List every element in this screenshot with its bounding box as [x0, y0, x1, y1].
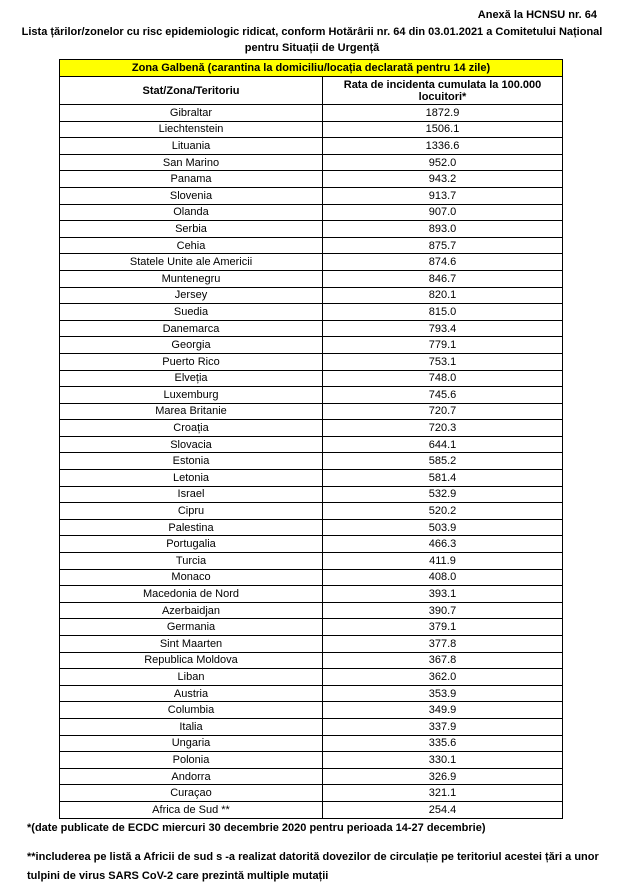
incidence-cell: 367.8 — [323, 652, 563, 669]
table-row — [60, 768, 563, 785]
table-row — [60, 503, 563, 520]
incidence-cell: 1872.9 — [323, 105, 563, 122]
incidence-cell: 952.0 — [323, 154, 563, 171]
country-cell: Cipru — [60, 503, 323, 520]
country-cell: Palestina — [60, 519, 323, 536]
country-cell: Elveția — [60, 370, 323, 387]
table-row — [60, 801, 563, 818]
table-row — [60, 569, 563, 586]
country-cell: Suedia — [60, 304, 323, 321]
country-cell: Danemarca — [60, 320, 323, 337]
country-cell: Estonia — [60, 453, 323, 470]
table-row — [60, 785, 563, 802]
table-row — [60, 519, 563, 536]
incidence-cell: 466.3 — [323, 536, 563, 553]
table-row — [60, 221, 563, 238]
incidence-cell: 875.7 — [323, 237, 563, 254]
table-row — [60, 685, 563, 702]
table-row — [60, 470, 563, 487]
country-column-header: Stat/Zona/Teritoriu — [60, 77, 323, 105]
incidence-cell: 337.9 — [323, 718, 563, 735]
country-cell: Gibraltar — [60, 105, 323, 122]
country-cell: Liechtenstein — [60, 121, 323, 138]
country-cell: Croația — [60, 420, 323, 437]
table-row — [60, 204, 563, 221]
incidence-cell: 815.0 — [323, 304, 563, 321]
country-cell: Azerbaidjan — [60, 602, 323, 619]
table-row — [60, 735, 563, 752]
incidence-cell: 1336.6 — [323, 138, 563, 155]
table-row — [60, 154, 563, 171]
table-row — [60, 403, 563, 420]
country-cell: Georgia — [60, 337, 323, 354]
table-row — [60, 652, 563, 669]
country-cell: Serbia — [60, 221, 323, 238]
table-row — [60, 304, 563, 321]
incidence-cell: 907.0 — [323, 204, 563, 221]
country-cell: Turcia — [60, 553, 323, 570]
table-row — [60, 270, 563, 287]
table-row — [60, 105, 563, 122]
table-row — [60, 254, 563, 271]
table-row — [60, 453, 563, 470]
table-row — [60, 237, 563, 254]
risk-countries-table — [59, 59, 563, 819]
country-cell: Ungaria — [60, 735, 323, 752]
incidence-cell: 753.1 — [323, 353, 563, 370]
incidence-cell: 330.1 — [323, 752, 563, 769]
country-cell: Marea Britanie — [60, 403, 323, 420]
country-cell: Israel — [60, 486, 323, 503]
incidence-cell: 393.1 — [323, 586, 563, 603]
country-cell: Slovenia — [60, 187, 323, 204]
incidence-cell: 379.1 — [323, 619, 563, 636]
incidence-cell: 779.1 — [323, 337, 563, 354]
incidence-cell: 748.0 — [323, 370, 563, 387]
incidence-cell: 349.9 — [323, 702, 563, 719]
table-row — [60, 337, 563, 354]
incidence-cell: 503.9 — [323, 519, 563, 536]
incidence-cell: 326.9 — [323, 768, 563, 785]
incidence-cell: 585.2 — [323, 453, 563, 470]
incidence-cell: 720.7 — [323, 403, 563, 420]
table-row — [60, 752, 563, 769]
country-cell: Macedonia de Nord — [60, 586, 323, 603]
table-row — [60, 436, 563, 453]
table-row — [60, 636, 563, 653]
table-row — [60, 536, 563, 553]
incidence-cell: 254.4 — [323, 801, 563, 818]
table-row — [60, 486, 563, 503]
country-cell: Olanda — [60, 204, 323, 221]
incidence-cell: 820.1 — [323, 287, 563, 304]
table-row — [60, 553, 563, 570]
incidence-cell: 913.7 — [323, 187, 563, 204]
table-row — [60, 669, 563, 686]
table-row — [60, 121, 563, 138]
incidence-cell: 377.8 — [323, 636, 563, 653]
incidence-cell: 720.3 — [323, 420, 563, 437]
country-cell: Columbia — [60, 702, 323, 719]
title-line-1: Lista țărilor/zonelor cu risc epidemiologic ridicat, conform Hotărârii nr. 64 din 03.01.2021 a Comitetului Național — [21, 26, 603, 38]
table-body — [60, 105, 563, 819]
country-cell: Sint Maarten — [60, 636, 323, 653]
incidence-cell: 745.6 — [323, 387, 563, 404]
column-header-row — [60, 77, 563, 105]
table-row — [60, 420, 563, 437]
incidence-cell: 411.9 — [323, 553, 563, 570]
country-cell: Africa de Sud ** — [60, 801, 323, 818]
incidence-cell: 943.2 — [323, 171, 563, 188]
incidence-cell: 321.1 — [323, 785, 563, 802]
incidence-cell: 408.0 — [323, 569, 563, 586]
country-cell: Luxemburg — [60, 387, 323, 404]
incidence-cell: 846.7 — [323, 270, 563, 287]
incidence-cell: 644.1 — [323, 436, 563, 453]
country-cell: Austria — [60, 685, 323, 702]
yellow-zone-header: Zona Galbenă (carantina la domiciliu/locația declarată pentru 14 zile) — [60, 60, 563, 77]
footnote-south-africa: **includerea pe listă a Africii de sud s -a realizat datorită dovezilor de circulație pe teritoriul acestei țări a unor tulpini de virus SARS CoV-2 care prezintă multiple mutații — [27, 851, 599, 882]
country-cell: Jersey — [60, 287, 323, 304]
incidence-cell: 581.4 — [323, 470, 563, 487]
document-title — [20, 24, 604, 56]
table-row — [60, 138, 563, 155]
incidence-cell: 353.9 — [323, 685, 563, 702]
country-cell: Cehia — [60, 237, 323, 254]
country-cell: Statele Unite ale Americii — [60, 254, 323, 271]
incidence-cell: 362.0 — [323, 669, 563, 686]
country-cell: Andorra — [60, 768, 323, 785]
footnote-ecdc: *(date publicate de ECDC miercuri 30 decembrie 2020 pentru perioada 14-27 decembrie) — [27, 822, 486, 834]
incidence-cell: 390.7 — [323, 602, 563, 619]
annex-label: Anexă la HCNSU nr. 64 — [477, 9, 597, 21]
table-row — [60, 586, 563, 603]
country-cell: Curaçao — [60, 785, 323, 802]
table-row — [60, 171, 563, 188]
table-row — [60, 602, 563, 619]
table-row — [60, 353, 563, 370]
table-row — [60, 187, 563, 204]
country-cell: San Marino — [60, 154, 323, 171]
table-row — [60, 619, 563, 636]
incidence-column-header: Rata de incidenta cumulata la 100.000 locuitori* — [323, 77, 563, 105]
country-cell: Liban — [60, 669, 323, 686]
zone-header-row — [60, 60, 563, 77]
country-cell: Polonia — [60, 752, 323, 769]
country-cell: Germania — [60, 619, 323, 636]
country-cell: Letonia — [60, 470, 323, 487]
country-cell: Panama — [60, 171, 323, 188]
country-cell: Slovacia — [60, 436, 323, 453]
country-cell: Lituania — [60, 138, 323, 155]
country-cell: Republica Moldova — [60, 652, 323, 669]
incidence-cell: 1506.1 — [323, 121, 563, 138]
country-cell: Puerto Rico — [60, 353, 323, 370]
country-cell: Portugalia — [60, 536, 323, 553]
table-row — [60, 320, 563, 337]
incidence-cell: 793.4 — [323, 320, 563, 337]
table-row — [60, 702, 563, 719]
table-row — [60, 287, 563, 304]
incidence-cell: 893.0 — [323, 221, 563, 238]
incidence-cell: 532.9 — [323, 486, 563, 503]
country-cell: Italia — [60, 718, 323, 735]
incidence-cell: 335.6 — [323, 735, 563, 752]
incidence-cell: 874.6 — [323, 254, 563, 271]
table-row — [60, 370, 563, 387]
country-cell: Muntenegru — [60, 270, 323, 287]
table-row — [60, 718, 563, 735]
title-line-2: pentru Situații de Urgență — [244, 42, 380, 54]
table-row — [60, 387, 563, 404]
incidence-cell: 520.2 — [323, 503, 563, 520]
country-cell: Monaco — [60, 569, 323, 586]
